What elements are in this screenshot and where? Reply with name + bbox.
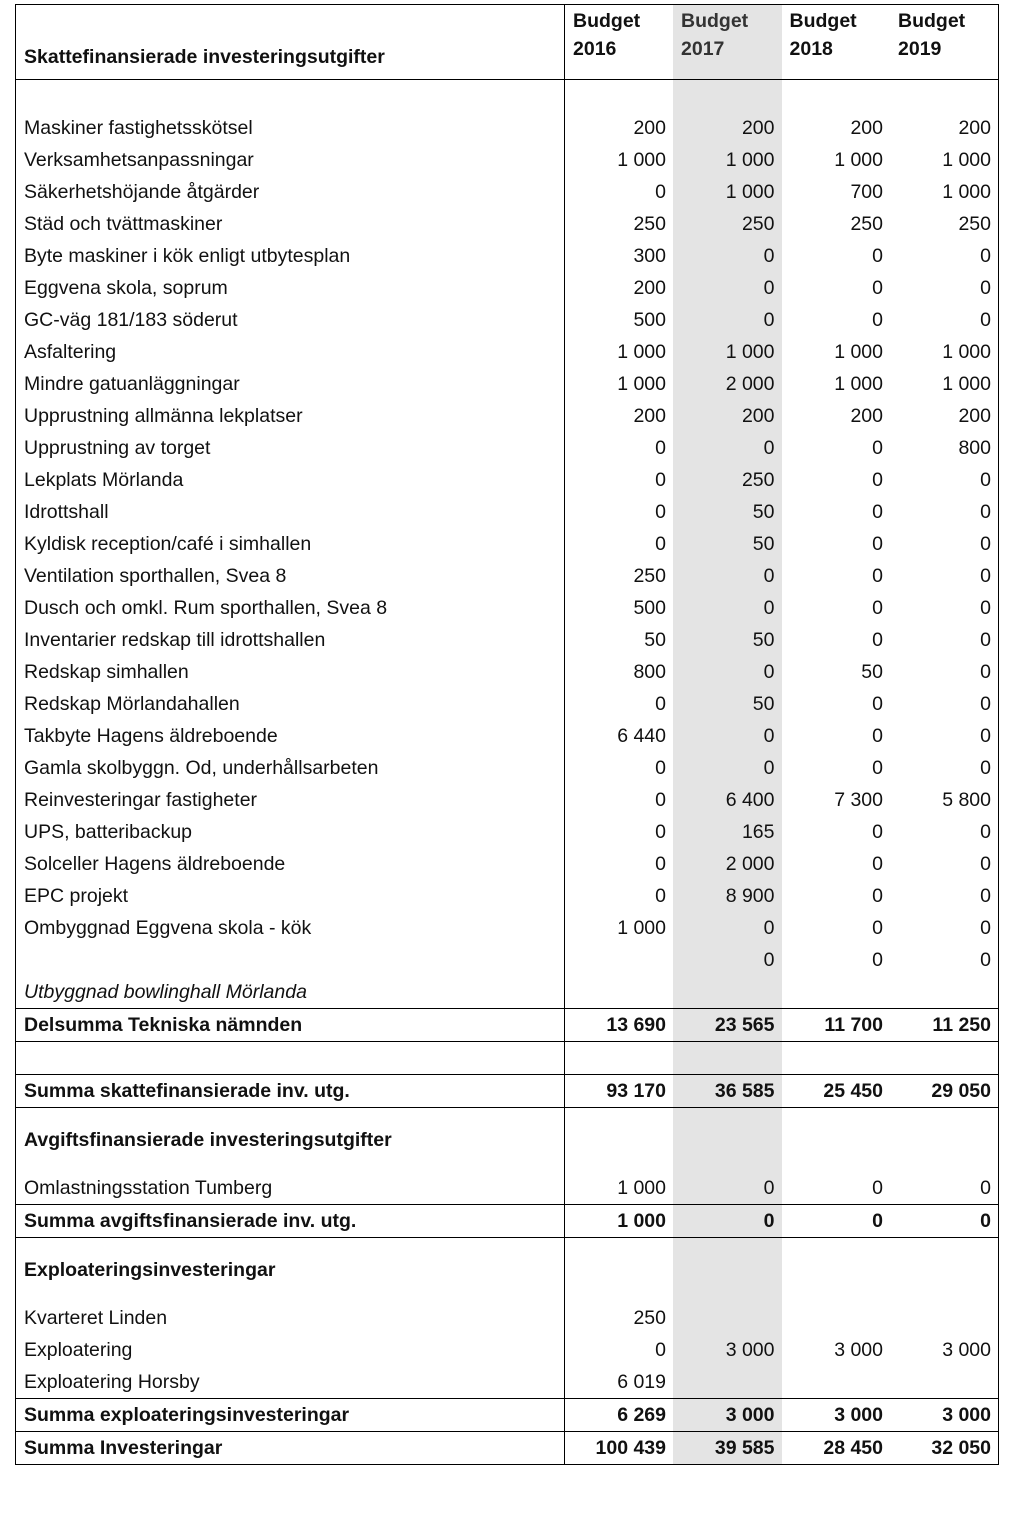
table-row-value-2019: 0 — [890, 848, 999, 880]
table-row-value-2017: 165 — [673, 816, 782, 848]
table-row-value-2018: 0 — [872, 501, 883, 523]
table-row-value-2016: 200 — [633, 117, 666, 139]
table-row-value-2019: 0 — [890, 272, 999, 304]
sum-row-expl-value-2018: 3 000 — [782, 1399, 891, 1432]
table-row — [16, 880, 999, 912]
table-row — [16, 1334, 999, 1366]
spacer-row-value-2019 — [890, 80, 999, 113]
sum-row-total-value-2018: 28 450 — [782, 1432, 891, 1465]
table-row-value-2016: 0 — [655, 789, 666, 811]
table-row-value-2018: 50 — [861, 661, 883, 683]
table-row — [16, 1302, 999, 1334]
spacer-row-value-2016 — [565, 1042, 674, 1075]
table-row — [16, 592, 999, 624]
table-row-value-2017: 0 — [673, 560, 782, 592]
subtotal-row-tekniska-label: Delsumma Tekniska nämnden — [16, 1009, 565, 1042]
table-row-value-2016: 200 — [633, 277, 666, 299]
sum-row-fee-label: Summa avgiftsfinansierade inv. utg. — [16, 1205, 565, 1238]
table-row-value-2017: 2 000 — [673, 848, 782, 880]
spacer-row-value-2018 — [782, 1042, 891, 1075]
sum-row-fee-value-2016: 1 000 — [565, 1205, 674, 1238]
table-row-value-2017: 0 — [673, 720, 782, 752]
table-row-value-2019: 200 — [890, 112, 999, 144]
section-title-expl-value-2016 — [565, 1238, 674, 1303]
sum-row-fee-value-2018: 0 — [782, 1205, 891, 1238]
table-row-value-2017: 1 000 — [673, 176, 782, 208]
table-row-value-2016: 0 — [655, 181, 666, 203]
table-row-value-2017 — [673, 1302, 782, 1334]
table-row-label: Maskiner fastighetsskötsel — [16, 112, 565, 144]
table-row — [16, 624, 999, 656]
spacer-row-value-2016 — [565, 80, 674, 113]
table-row-value-2019: 1 000 — [890, 368, 999, 400]
table-row — [16, 1172, 999, 1205]
table-row-value-2019: 0 — [890, 912, 999, 944]
table-row-label: Ventilation sporthallen, Svea 8 — [16, 560, 565, 592]
subtotal-row-tekniska-value-2018: 11 700 — [782, 1009, 891, 1042]
table-row-value-2019: 0 — [890, 656, 999, 688]
table-row — [16, 656, 999, 688]
table-row-value-2019 — [890, 1302, 999, 1334]
table-row — [16, 560, 999, 592]
table-row-value-2017: 2 000 — [673, 368, 782, 400]
table-row-value-2019: 0 — [890, 880, 999, 912]
sum-row-fee — [16, 1205, 999, 1238]
sum-row-expl-label: Summa exploateringsinvesteringar — [16, 1399, 565, 1432]
table-row-value-2019: 250 — [890, 208, 999, 240]
table-row-value-2018: 0 — [872, 1177, 883, 1199]
section-title-fee-value-2017 — [673, 1108, 782, 1173]
table-row-label: Inventarier redskap till idrottshallen — [16, 624, 565, 656]
table-row-value-2016: 0 — [655, 757, 666, 779]
table-row — [16, 208, 999, 240]
table-row — [16, 336, 999, 368]
table-row-value-2019: 1 000 — [890, 176, 999, 208]
column-header-2019 — [890, 5, 999, 80]
table-row-value-2017: 0 — [673, 1172, 782, 1205]
table-row-label: Mindre gatuanläggningar — [16, 368, 565, 400]
table-row-label: Kvarteret Linden — [16, 1302, 565, 1334]
table-row-value-2017: 8 900 — [673, 880, 782, 912]
table-row-value-2019: 0 — [890, 752, 999, 784]
sum-row-total-value-2017: 39 585 — [673, 1432, 782, 1465]
table-row-bowling-label: Utbyggnad bowlinghall Mörlanda — [16, 944, 565, 1009]
table-row-label: Kyldisk reception/café i simhallen — [16, 528, 565, 560]
table-row-value-2019: 0 — [890, 304, 999, 336]
table-row-label: Upprustning allmänna lekplatser — [16, 400, 565, 432]
table-row-value-2019: 0 — [890, 528, 999, 560]
table-row-value-2018: 0 — [872, 469, 883, 491]
column-header-2017 — [673, 5, 782, 80]
table-row-label: Byte maskiner i kök enligt utbytesplan — [16, 240, 565, 272]
section-title-expl-value-2019 — [890, 1238, 999, 1303]
table-row-value-2016: 6 440 — [617, 725, 666, 747]
column-header-top: Budget — [573, 10, 641, 32]
section-title-expl-value-2017 — [673, 1238, 782, 1303]
table-row-value-2019: 0 — [890, 496, 999, 528]
spacer-row-label — [16, 80, 565, 113]
table-row-value-2017: 1 000 — [673, 144, 782, 176]
table-row-value-2016: 300 — [633, 245, 666, 267]
table-row — [16, 176, 999, 208]
table-row-label: Asfaltering — [16, 336, 565, 368]
table-row-value-2018: 0 — [872, 245, 883, 267]
column-header-top: Budget — [898, 10, 966, 32]
section-title-fee-value-2018 — [782, 1108, 891, 1173]
table-row-label: Gamla skolbyggn. Od, underhållsarbeten — [16, 752, 565, 784]
table-row-value-2016: 0 — [655, 437, 666, 459]
table-row-value-2017 — [673, 1366, 782, 1399]
table-row-value-2019: 0 — [890, 816, 999, 848]
table-row-value-2016: 250 — [633, 1307, 666, 1329]
table-row-value-2017: 6 400 — [673, 784, 782, 816]
table-row-value-2018: 0 — [872, 309, 883, 331]
table-row-label: Exploatering — [16, 1334, 565, 1366]
table-row-label: Lekplats Mörlanda — [16, 464, 565, 496]
table-row-label: Dusch och omkl. Rum sporthallen, Svea 8 — [16, 592, 565, 624]
column-header-year: 2017 — [681, 38, 725, 60]
sum-row-total-label: Summa Investeringar — [16, 1432, 565, 1465]
table-row-value-2019: 200 — [890, 400, 999, 432]
table-row — [16, 304, 999, 336]
table-row-label: Solceller Hagens äldreboende — [16, 848, 565, 880]
table-row-value-2019: 1 000 — [890, 336, 999, 368]
investment-table — [15, 4, 999, 1465]
table-row-value-2016: 500 — [633, 597, 666, 619]
table-row-value-2017: 0 — [673, 592, 782, 624]
table-row-value-2019: 0 — [890, 688, 999, 720]
table-row-label: Idrottshall — [16, 496, 565, 528]
column-header-year: 2016 — [573, 38, 617, 60]
column-header-2018 — [782, 5, 891, 80]
subtotal-row-tekniska-value-2016: 13 690 — [565, 1009, 674, 1042]
table-row-label: Upprustning av torget — [16, 432, 565, 464]
table-row-label: Omlastningsstation Tumberg — [16, 1172, 565, 1205]
table-row — [16, 432, 999, 464]
table-row-value-2017: 3 000 — [673, 1334, 782, 1366]
spacer-row-value-2019 — [890, 1042, 999, 1075]
table-row-value-2016: 1 000 — [617, 917, 666, 939]
section-title-expl — [16, 1238, 999, 1303]
subtotal-row-tekniska-value-2019: 11 250 — [890, 1009, 999, 1042]
table-row-value-2018: 1 000 — [834, 341, 883, 363]
spacer-row-label — [16, 1042, 565, 1075]
table-row — [16, 752, 999, 784]
table-row-label: Takbyte Hagens äldreboende — [16, 720, 565, 752]
table-row-bowling — [16, 944, 999, 1009]
table-row-value-2016: 1 000 — [617, 373, 666, 395]
column-header-2016 — [565, 5, 674, 80]
header-row — [16, 5, 999, 80]
table-row-label: Redskap simhallen — [16, 656, 565, 688]
table-row-value-2019: 0 — [890, 624, 999, 656]
table-row-value-2018 — [782, 1366, 891, 1399]
table-row-value-2019 — [890, 1366, 999, 1399]
table-row-value-2018: 1 000 — [834, 149, 883, 171]
table-row-value-2018: 0 — [872, 885, 883, 907]
table-row-value-2016: 500 — [633, 309, 666, 331]
sum-row-expl-value-2016: 6 269 — [565, 1399, 674, 1432]
section-title-fee-value-2016 — [565, 1108, 674, 1173]
table-row — [16, 144, 999, 176]
table-row-value-2018: 0 — [872, 853, 883, 875]
table-row-value-2018: 0 — [872, 693, 883, 715]
table-row — [16, 368, 999, 400]
table-row-value-2017: 250 — [673, 208, 782, 240]
table-row-value-2019: 0 — [890, 464, 999, 496]
table-row-value-2018: 200 — [850, 117, 883, 139]
table-row-value-2017: 200 — [673, 112, 782, 144]
section-title-fee — [16, 1108, 999, 1173]
sum-row-tax — [16, 1075, 999, 1108]
table-row-value-2016: 800 — [633, 661, 666, 683]
sum-row-fee-value-2019: 0 — [890, 1205, 999, 1238]
sum-row-tax-value-2017: 36 585 — [673, 1075, 782, 1108]
table-row-value-2019: 0 — [890, 592, 999, 624]
table-row-value-2017: 0 — [673, 432, 782, 464]
table-row-value-2017: 50 — [673, 528, 782, 560]
sum-row-tax-value-2018: 25 450 — [782, 1075, 891, 1108]
table-row-value-2018: 0 — [872, 725, 883, 747]
section-title-fee-value-2019 — [890, 1108, 999, 1173]
table-row-bowling-value-2019: 0 — [890, 944, 999, 1009]
spacer-row-value-2017 — [673, 80, 782, 113]
table-row — [16, 528, 999, 560]
table-row-value-2017: 50 — [673, 624, 782, 656]
table-row-bowling-value-2018: 0 — [872, 949, 883, 971]
table-row-bowling-value-2017: 0 — [673, 944, 782, 1009]
column-header-year: 2018 — [789, 38, 833, 60]
table-row-value-2017: 0 — [673, 240, 782, 272]
table-row-value-2019: 5 800 — [890, 784, 999, 816]
table-row-value-2017: 200 — [673, 400, 782, 432]
table-row-value-2017: 0 — [673, 656, 782, 688]
table-row — [16, 272, 999, 304]
table-row-value-2016: 0 — [655, 821, 666, 843]
table-row-value-2017: 0 — [673, 304, 782, 336]
table-row-value-2018: 7 300 — [834, 789, 883, 811]
subtotal-row-tekniska — [16, 1009, 999, 1042]
table-row-value-2016: 0 — [655, 1339, 666, 1361]
table-row-value-2016: 200 — [633, 405, 666, 427]
sum-row-tax-label: Summa skattefinansierade inv. utg. — [16, 1075, 565, 1108]
sum-row-tax-value-2019: 29 050 — [890, 1075, 999, 1108]
budget-sheet — [15, 4, 998, 1465]
table-row — [16, 912, 999, 944]
table-row-value-2016: 0 — [655, 533, 666, 555]
table-row-value-2018: 0 — [872, 757, 883, 779]
table-row-value-2018: 1 000 — [834, 373, 883, 395]
table-row-label: Säkerhetshöjande åtgärder — [16, 176, 565, 208]
sum-row-fee-value-2017: 0 — [673, 1205, 782, 1238]
table-row-value-2016: 1 000 — [617, 1177, 666, 1199]
table-row-value-2018: 250 — [850, 213, 883, 235]
column-header-top: Budget — [681, 10, 749, 32]
table-row-value-2016: 0 — [655, 469, 666, 491]
table-row-value-2019: 0 — [890, 240, 999, 272]
table-row-value-2016: 6 019 — [617, 1371, 666, 1393]
table-row-value-2018 — [782, 1302, 891, 1334]
sum-row-expl-value-2019: 3 000 — [890, 1399, 999, 1432]
spacer-row — [16, 1042, 999, 1075]
table-row-value-2018: 700 — [850, 181, 883, 203]
table-row-value-2016: 0 — [655, 693, 666, 715]
table-row-label: Reinvesteringar fastigheter — [16, 784, 565, 816]
table-row-value-2017: 250 — [673, 464, 782, 496]
table-row — [16, 496, 999, 528]
table-row — [16, 1366, 999, 1399]
table-row-value-2016: 0 — [655, 885, 666, 907]
section-title-expl-value-2018 — [782, 1238, 891, 1303]
spacer-row-value-2018 — [782, 80, 891, 113]
sum-row-total — [16, 1432, 999, 1465]
table-row-value-2016: 250 — [633, 213, 666, 235]
table-row-label: Verksamhetsanpassningar — [16, 144, 565, 176]
table-row-label: Eggvena skola, soprum — [16, 272, 565, 304]
spacer-row — [16, 80, 999, 113]
table-row-value-2016: 50 — [644, 629, 666, 651]
table-row-value-2017: 50 — [673, 688, 782, 720]
table-row-value-2017: 0 — [673, 912, 782, 944]
table-row-value-2019: 0 — [890, 720, 999, 752]
table-row — [16, 720, 999, 752]
table-row-value-2016: 0 — [655, 501, 666, 523]
table-row-value-2019: 1 000 — [890, 144, 999, 176]
table-row-label: Exploatering Horsby — [16, 1366, 565, 1399]
table-row-value-2018: 0 — [872, 629, 883, 651]
table-row-value-2016: 1 000 — [617, 341, 666, 363]
table-row-value-2017: 0 — [673, 272, 782, 304]
table-row-label: UPS, batteribackup — [16, 816, 565, 848]
sum-row-expl-value-2017: 3 000 — [673, 1399, 782, 1432]
table-row — [16, 848, 999, 880]
table-row-bowling-value-2016 — [565, 944, 674, 1009]
table-row-label: EPC projekt — [16, 880, 565, 912]
table-row-value-2018: 0 — [872, 597, 883, 619]
sum-row-expl — [16, 1399, 999, 1432]
table-title: Skattefinansierade investeringsutgifter — [16, 5, 565, 80]
table-row-value-2018: 0 — [872, 437, 883, 459]
table-row-label: Redskap Mörlandahallen — [16, 688, 565, 720]
table-row — [16, 784, 999, 816]
table-row-value-2019: 800 — [890, 432, 999, 464]
section-title-expl-label: Exploateringsinvesteringar — [16, 1238, 565, 1303]
column-header-top: Budget — [789, 10, 857, 32]
column-header-year: 2019 — [898, 38, 942, 60]
subtotal-row-tekniska-value-2017: 23 565 — [673, 1009, 782, 1042]
table-row-label: Städ och tvättmaskiner — [16, 208, 565, 240]
table-row-label: GC-väg 181/183 söderut — [16, 304, 565, 336]
table-row-value-2018: 3 000 — [834, 1339, 883, 1361]
sum-row-tax-value-2016: 93 170 — [565, 1075, 674, 1108]
table-row — [16, 112, 999, 144]
table-row-value-2018: 0 — [872, 565, 883, 587]
table-row — [16, 240, 999, 272]
table-row-label: Ombyggnad Eggvena skola - kök — [16, 912, 565, 944]
sum-row-total-value-2019: 32 050 — [890, 1432, 999, 1465]
table-row-value-2018: 0 — [872, 917, 883, 939]
table-row-value-2018: 200 — [850, 405, 883, 427]
table-row-value-2017: 0 — [673, 752, 782, 784]
table-row-value-2017: 1 000 — [673, 336, 782, 368]
table-row — [16, 464, 999, 496]
table-row-value-2019: 0 — [890, 1172, 999, 1205]
table-row-value-2018: 0 — [872, 533, 883, 555]
sum-row-total-value-2016: 100 439 — [565, 1432, 674, 1465]
table-row-value-2017: 50 — [673, 496, 782, 528]
table-row-value-2016: 1 000 — [617, 149, 666, 171]
table-row-value-2018: 0 — [872, 821, 883, 843]
table-row-value-2016: 250 — [633, 565, 666, 587]
spacer-row-value-2017 — [673, 1042, 782, 1075]
section-title-fee-label: Avgiftsfinansierade investeringsutgifter — [16, 1108, 565, 1173]
table-row — [16, 688, 999, 720]
table-row-value-2019: 0 — [890, 560, 999, 592]
table-row — [16, 816, 999, 848]
table-row-value-2019: 3 000 — [890, 1334, 999, 1366]
table-row-value-2018: 0 — [872, 277, 883, 299]
table-row-value-2016: 0 — [655, 853, 666, 875]
table-row — [16, 400, 999, 432]
